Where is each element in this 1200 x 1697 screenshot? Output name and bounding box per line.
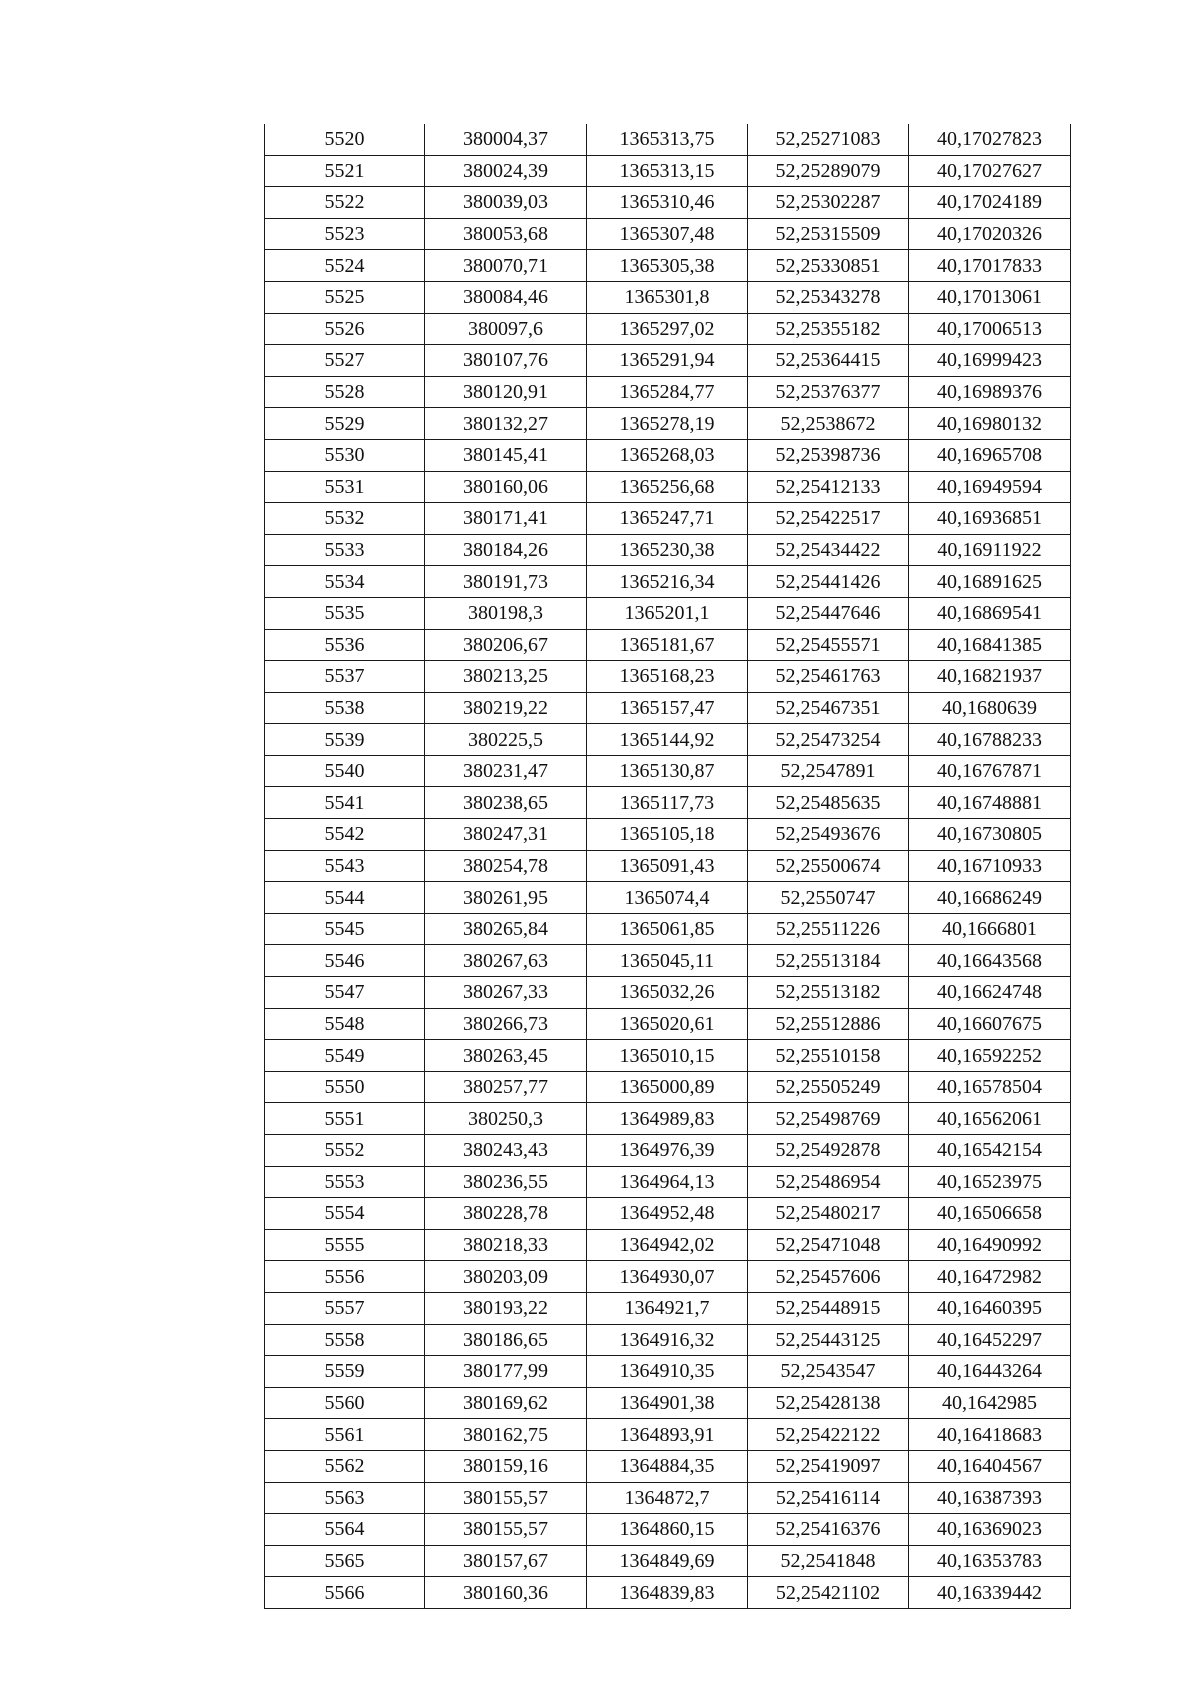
- point-number-cell: 5521: [265, 155, 425, 187]
- x-coordinate-cell: 380039,03: [425, 187, 587, 219]
- y-coordinate-cell: 1364952,48: [587, 1198, 748, 1230]
- point-number-cell: 5534: [265, 566, 425, 598]
- y-coordinate-cell: 1365091,43: [587, 850, 748, 882]
- x-coordinate-cell: 380084,46: [425, 281, 587, 313]
- longitude-cell: 40,17017833: [909, 250, 1071, 282]
- point-number-cell: 5541: [265, 787, 425, 819]
- point-number-cell: 5532: [265, 503, 425, 535]
- point-number-cell: 5536: [265, 629, 425, 661]
- y-coordinate-cell: 1364901,38: [587, 1387, 748, 1419]
- x-coordinate-cell: 380265,84: [425, 913, 587, 945]
- latitude-cell: 52,25355182: [748, 313, 909, 345]
- latitude-cell: 52,25330851: [748, 250, 909, 282]
- point-number-cell: 5564: [265, 1514, 425, 1546]
- y-coordinate-cell: 1365168,23: [587, 661, 748, 693]
- latitude-cell: 52,25289079: [748, 155, 909, 187]
- table-row: [265, 1071, 1071, 1103]
- x-coordinate-cell: 380203,09: [425, 1261, 587, 1293]
- y-coordinate-cell: 1365157,47: [587, 692, 748, 724]
- y-coordinate-cell: 1364976,39: [587, 1135, 748, 1167]
- point-number-cell: 5522: [265, 187, 425, 219]
- table-row: [265, 471, 1071, 503]
- longitude-cell: 40,16353783: [909, 1545, 1071, 1577]
- table-row: [265, 661, 1071, 693]
- table-row: [265, 1419, 1071, 1451]
- y-coordinate-cell: 1364989,83: [587, 1103, 748, 1135]
- x-coordinate-cell: 380107,76: [425, 345, 587, 377]
- table-row: [265, 882, 1071, 914]
- table-row: [265, 250, 1071, 282]
- y-coordinate-cell: 1364930,07: [587, 1261, 748, 1293]
- point-number-cell: 5563: [265, 1482, 425, 1514]
- y-coordinate-cell: 1364872,7: [587, 1482, 748, 1514]
- latitude-cell: 52,25457606: [748, 1261, 909, 1293]
- longitude-cell: 40,16562061: [909, 1103, 1071, 1135]
- coordinates-table-body: [265, 124, 1071, 1608]
- x-coordinate-cell: 380169,62: [425, 1387, 587, 1419]
- latitude-cell: 52,25419097: [748, 1450, 909, 1482]
- longitude-cell: 40,1666801: [909, 913, 1071, 945]
- table-row: [265, 1450, 1071, 1482]
- table-row: [265, 1292, 1071, 1324]
- point-number-cell: 5538: [265, 692, 425, 724]
- x-coordinate-cell: 380120,91: [425, 376, 587, 408]
- table-row: [265, 281, 1071, 313]
- y-coordinate-cell: 1365144,92: [587, 724, 748, 756]
- longitude-cell: 40,17027823: [909, 124, 1071, 155]
- latitude-cell: 52,25471048: [748, 1229, 909, 1261]
- point-number-cell: 5525: [265, 281, 425, 313]
- x-coordinate-cell: 380177,99: [425, 1356, 587, 1388]
- table-row: [265, 597, 1071, 629]
- coordinates-table: [264, 124, 1071, 1609]
- longitude-cell: 40,16891625: [909, 566, 1071, 598]
- longitude-cell: 40,16748881: [909, 787, 1071, 819]
- longitude-cell: 40,17027627: [909, 155, 1071, 187]
- point-number-cell: 5530: [265, 439, 425, 471]
- point-number-cell: 5546: [265, 945, 425, 977]
- latitude-cell: 52,25493676: [748, 819, 909, 851]
- y-coordinate-cell: 1364893,91: [587, 1419, 748, 1451]
- point-number-cell: 5552: [265, 1135, 425, 1167]
- x-coordinate-cell: 380250,3: [425, 1103, 587, 1135]
- table-row: [265, 1229, 1071, 1261]
- point-number-cell: 5520: [265, 124, 425, 155]
- table-row: [265, 124, 1071, 155]
- y-coordinate-cell: 1365020,61: [587, 1008, 748, 1040]
- x-coordinate-cell: 380267,63: [425, 945, 587, 977]
- point-number-cell: 5545: [265, 913, 425, 945]
- longitude-cell: 40,16936851: [909, 503, 1071, 535]
- y-coordinate-cell: 1365256,68: [587, 471, 748, 503]
- x-coordinate-cell: 380097,6: [425, 313, 587, 345]
- longitude-cell: 40,16624748: [909, 977, 1071, 1009]
- longitude-cell: 40,17013061: [909, 281, 1071, 313]
- latitude-cell: 52,25434422: [748, 534, 909, 566]
- x-coordinate-cell: 380206,67: [425, 629, 587, 661]
- y-coordinate-cell: 1365313,15: [587, 155, 748, 187]
- x-coordinate-cell: 380267,33: [425, 977, 587, 1009]
- y-coordinate-cell: 1365105,18: [587, 819, 748, 851]
- y-coordinate-cell: 1364916,32: [587, 1324, 748, 1356]
- latitude-cell: 52,2543547: [748, 1356, 909, 1388]
- x-coordinate-cell: 380159,16: [425, 1450, 587, 1482]
- latitude-cell: 52,25416114: [748, 1482, 909, 1514]
- point-number-cell: 5526: [265, 313, 425, 345]
- y-coordinate-cell: 1365284,77: [587, 376, 748, 408]
- latitude-cell: 52,25500674: [748, 850, 909, 882]
- table-row: [265, 1166, 1071, 1198]
- point-number-cell: 5557: [265, 1292, 425, 1324]
- y-coordinate-cell: 1364849,69: [587, 1545, 748, 1577]
- y-coordinate-cell: 1365297,02: [587, 313, 748, 345]
- latitude-cell: 52,25512886: [748, 1008, 909, 1040]
- longitude-cell: 40,16339442: [909, 1577, 1071, 1609]
- x-coordinate-cell: 380004,37: [425, 124, 587, 155]
- y-coordinate-cell: 1365307,48: [587, 218, 748, 250]
- point-number-cell: 5533: [265, 534, 425, 566]
- point-number-cell: 5565: [265, 1545, 425, 1577]
- table-row: [265, 503, 1071, 535]
- latitude-cell: 52,25461763: [748, 661, 909, 693]
- point-number-cell: 5531: [265, 471, 425, 503]
- x-coordinate-cell: 380191,73: [425, 566, 587, 598]
- longitude-cell: 40,16980132: [909, 408, 1071, 440]
- table-row: [265, 313, 1071, 345]
- x-coordinate-cell: 380171,41: [425, 503, 587, 535]
- x-coordinate-cell: 380186,65: [425, 1324, 587, 1356]
- table-row: [265, 1387, 1071, 1419]
- latitude-cell: 52,25492878: [748, 1135, 909, 1167]
- longitude-cell: 40,16506658: [909, 1198, 1071, 1230]
- latitude-cell: 52,25422122: [748, 1419, 909, 1451]
- latitude-cell: 52,25455571: [748, 629, 909, 661]
- longitude-cell: 40,16999423: [909, 345, 1071, 377]
- table-row: [265, 1356, 1071, 1388]
- point-number-cell: 5561: [265, 1419, 425, 1451]
- latitude-cell: 52,25510158: [748, 1040, 909, 1072]
- table-row: [265, 218, 1071, 250]
- latitude-cell: 52,25315509: [748, 218, 909, 250]
- longitude-cell: 40,16387393: [909, 1482, 1071, 1514]
- x-coordinate-cell: 380263,45: [425, 1040, 587, 1072]
- longitude-cell: 40,16369023: [909, 1514, 1071, 1546]
- y-coordinate-cell: 1365045,11: [587, 945, 748, 977]
- latitude-cell: 52,25513184: [748, 945, 909, 977]
- latitude-cell: 52,25443125: [748, 1324, 909, 1356]
- table-row: [265, 155, 1071, 187]
- y-coordinate-cell: 1365278,19: [587, 408, 748, 440]
- latitude-cell: 52,25428138: [748, 1387, 909, 1419]
- table-row: [265, 1103, 1071, 1135]
- x-coordinate-cell: 380218,33: [425, 1229, 587, 1261]
- latitude-cell: 52,25398736: [748, 439, 909, 471]
- point-number-cell: 5540: [265, 755, 425, 787]
- longitude-cell: 40,16965708: [909, 439, 1071, 471]
- table-row: [265, 534, 1071, 566]
- latitude-cell: 52,25421102: [748, 1577, 909, 1609]
- table-row: [265, 819, 1071, 851]
- y-coordinate-cell: 1365201,1: [587, 597, 748, 629]
- point-number-cell: 5566: [265, 1577, 425, 1609]
- point-number-cell: 5523: [265, 218, 425, 250]
- x-coordinate-cell: 380238,65: [425, 787, 587, 819]
- longitude-cell: 40,16592252: [909, 1040, 1071, 1072]
- x-coordinate-cell: 380219,22: [425, 692, 587, 724]
- x-coordinate-cell: 380243,43: [425, 1135, 587, 1167]
- x-coordinate-cell: 380157,67: [425, 1545, 587, 1577]
- y-coordinate-cell: 1365216,34: [587, 566, 748, 598]
- point-number-cell: 5537: [265, 661, 425, 693]
- point-number-cell: 5554: [265, 1198, 425, 1230]
- longitude-cell: 40,16911922: [909, 534, 1071, 566]
- y-coordinate-cell: 1365310,46: [587, 187, 748, 219]
- table-row: [265, 1514, 1071, 1546]
- longitude-cell: 40,16460395: [909, 1292, 1071, 1324]
- longitude-cell: 40,17024189: [909, 187, 1071, 219]
- y-coordinate-cell: 1365061,85: [587, 913, 748, 945]
- point-number-cell: 5556: [265, 1261, 425, 1293]
- longitude-cell: 40,16686249: [909, 882, 1071, 914]
- y-coordinate-cell: 1365074,4: [587, 882, 748, 914]
- longitude-cell: 40,16989376: [909, 376, 1071, 408]
- table-row: [265, 376, 1071, 408]
- latitude-cell: 52,25447646: [748, 597, 909, 629]
- longitude-cell: 40,16404567: [909, 1450, 1071, 1482]
- latitude-cell: 52,2547891: [748, 755, 909, 787]
- table-row: [265, 977, 1071, 1009]
- latitude-cell: 52,25498769: [748, 1103, 909, 1135]
- latitude-cell: 52,25412133: [748, 471, 909, 503]
- x-coordinate-cell: 380213,25: [425, 661, 587, 693]
- table-row: [265, 1545, 1071, 1577]
- table-row: [265, 1008, 1071, 1040]
- longitude-cell: 40,16578504: [909, 1071, 1071, 1103]
- y-coordinate-cell: 1364839,83: [587, 1577, 748, 1609]
- latitude-cell: 52,25485635: [748, 787, 909, 819]
- y-coordinate-cell: 1365305,38: [587, 250, 748, 282]
- longitude-cell: 40,16841385: [909, 629, 1071, 661]
- longitude-cell: 40,16523975: [909, 1166, 1071, 1198]
- longitude-cell: 40,17006513: [909, 313, 1071, 345]
- point-number-cell: 5559: [265, 1356, 425, 1388]
- point-number-cell: 5543: [265, 850, 425, 882]
- latitude-cell: 52,25376377: [748, 376, 909, 408]
- x-coordinate-cell: 380162,75: [425, 1419, 587, 1451]
- point-number-cell: 5547: [265, 977, 425, 1009]
- latitude-cell: 52,25513182: [748, 977, 909, 1009]
- latitude-cell: 52,25486954: [748, 1166, 909, 1198]
- longitude-cell: 40,16710933: [909, 850, 1071, 882]
- longitude-cell: 40,16643568: [909, 945, 1071, 977]
- table-row: [265, 1324, 1071, 1356]
- latitude-cell: 52,25511226: [748, 913, 909, 945]
- longitude-cell: 40,1642985: [909, 1387, 1071, 1419]
- y-coordinate-cell: 1365130,87: [587, 755, 748, 787]
- x-coordinate-cell: 380155,57: [425, 1482, 587, 1514]
- table-row: [265, 1198, 1071, 1230]
- longitude-cell: 40,16472982: [909, 1261, 1071, 1293]
- point-number-cell: 5544: [265, 882, 425, 914]
- table-row: [265, 1135, 1071, 1167]
- x-coordinate-cell: 380261,95: [425, 882, 587, 914]
- table-row: [265, 1261, 1071, 1293]
- x-coordinate-cell: 380160,36: [425, 1577, 587, 1609]
- x-coordinate-cell: 380070,71: [425, 250, 587, 282]
- x-coordinate-cell: 380155,57: [425, 1514, 587, 1546]
- latitude-cell: 52,25480217: [748, 1198, 909, 1230]
- latitude-cell: 52,25505249: [748, 1071, 909, 1103]
- longitude-cell: 40,16949594: [909, 471, 1071, 503]
- x-coordinate-cell: 380236,55: [425, 1166, 587, 1198]
- table-row: [265, 408, 1071, 440]
- x-coordinate-cell: 380193,22: [425, 1292, 587, 1324]
- longitude-cell: 40,17020326: [909, 218, 1071, 250]
- y-coordinate-cell: 1364921,7: [587, 1292, 748, 1324]
- x-coordinate-cell: 380247,31: [425, 819, 587, 851]
- y-coordinate-cell: 1365313,75: [587, 124, 748, 155]
- latitude-cell: 52,25467351: [748, 692, 909, 724]
- x-coordinate-cell: 380145,41: [425, 439, 587, 471]
- latitude-cell: 52,25364415: [748, 345, 909, 377]
- y-coordinate-cell: 1365010,15: [587, 1040, 748, 1072]
- table-row: [265, 566, 1071, 598]
- point-number-cell: 5524: [265, 250, 425, 282]
- x-coordinate-cell: 380231,47: [425, 755, 587, 787]
- table-row: [265, 345, 1071, 377]
- y-coordinate-cell: 1364884,35: [587, 1450, 748, 1482]
- x-coordinate-cell: 380132,27: [425, 408, 587, 440]
- table-row: [265, 1040, 1071, 1072]
- table-row: [265, 439, 1071, 471]
- x-coordinate-cell: 380225,5: [425, 724, 587, 756]
- table-row: [265, 1577, 1071, 1609]
- x-coordinate-cell: 380266,73: [425, 1008, 587, 1040]
- y-coordinate-cell: 1365032,26: [587, 977, 748, 1009]
- longitude-cell: 40,16490992: [909, 1229, 1071, 1261]
- table-row: [265, 787, 1071, 819]
- x-coordinate-cell: 380257,77: [425, 1071, 587, 1103]
- x-coordinate-cell: 380053,68: [425, 218, 587, 250]
- point-number-cell: 5553: [265, 1166, 425, 1198]
- longitude-cell: 40,16730805: [909, 819, 1071, 851]
- table-row: [265, 692, 1071, 724]
- latitude-cell: 52,25441426: [748, 566, 909, 598]
- y-coordinate-cell: 1365301,8: [587, 281, 748, 313]
- longitude-cell: 40,16869541: [909, 597, 1071, 629]
- table-row: [265, 913, 1071, 945]
- latitude-cell: 52,25416376: [748, 1514, 909, 1546]
- y-coordinate-cell: 1365117,73: [587, 787, 748, 819]
- longitude-cell: 40,16821937: [909, 661, 1071, 693]
- point-number-cell: 5555: [265, 1229, 425, 1261]
- longitude-cell: 40,16443264: [909, 1356, 1071, 1388]
- y-coordinate-cell: 1365268,03: [587, 439, 748, 471]
- point-number-cell: 5539: [265, 724, 425, 756]
- latitude-cell: 52,2541848: [748, 1545, 909, 1577]
- point-number-cell: 5551: [265, 1103, 425, 1135]
- y-coordinate-cell: 1365291,94: [587, 345, 748, 377]
- y-coordinate-cell: 1365247,71: [587, 503, 748, 535]
- point-number-cell: 5549: [265, 1040, 425, 1072]
- point-number-cell: 5527: [265, 345, 425, 377]
- table-row: [265, 945, 1071, 977]
- latitude-cell: 52,25473254: [748, 724, 909, 756]
- point-number-cell: 5548: [265, 1008, 425, 1040]
- point-number-cell: 5550: [265, 1071, 425, 1103]
- point-number-cell: 5558: [265, 1324, 425, 1356]
- table-row: [265, 629, 1071, 661]
- longitude-cell: 40,1680639: [909, 692, 1071, 724]
- x-coordinate-cell: 380228,78: [425, 1198, 587, 1230]
- table-row: [265, 1482, 1071, 1514]
- x-coordinate-cell: 380160,06: [425, 471, 587, 503]
- y-coordinate-cell: 1365230,38: [587, 534, 748, 566]
- x-coordinate-cell: 380198,3: [425, 597, 587, 629]
- latitude-cell: 52,25343278: [748, 281, 909, 313]
- longitude-cell: 40,16607675: [909, 1008, 1071, 1040]
- longitude-cell: 40,16452297: [909, 1324, 1071, 1356]
- longitude-cell: 40,16788233: [909, 724, 1071, 756]
- point-number-cell: 5562: [265, 1450, 425, 1482]
- y-coordinate-cell: 1365000,89: [587, 1071, 748, 1103]
- longitude-cell: 40,16767871: [909, 755, 1071, 787]
- longitude-cell: 40,16542154: [909, 1135, 1071, 1167]
- latitude-cell: 52,25302287: [748, 187, 909, 219]
- latitude-cell: 52,2538672: [748, 408, 909, 440]
- latitude-cell: 52,2550747: [748, 882, 909, 914]
- y-coordinate-cell: 1364942,02: [587, 1229, 748, 1261]
- y-coordinate-cell: 1364860,15: [587, 1514, 748, 1546]
- y-coordinate-cell: 1365181,67: [587, 629, 748, 661]
- latitude-cell: 52,25422517: [748, 503, 909, 535]
- x-coordinate-cell: 380024,39: [425, 155, 587, 187]
- latitude-cell: 52,25448915: [748, 1292, 909, 1324]
- table-row: [265, 724, 1071, 756]
- point-number-cell: 5560: [265, 1387, 425, 1419]
- point-number-cell: 5528: [265, 376, 425, 408]
- x-coordinate-cell: 380184,26: [425, 534, 587, 566]
- latitude-cell: 52,25271083: [748, 124, 909, 155]
- table-row: [265, 187, 1071, 219]
- point-number-cell: 5535: [265, 597, 425, 629]
- table-row: [265, 850, 1071, 882]
- y-coordinate-cell: 1364910,35: [587, 1356, 748, 1388]
- table-row: [265, 755, 1071, 787]
- y-coordinate-cell: 1364964,13: [587, 1166, 748, 1198]
- longitude-cell: 40,16418683: [909, 1419, 1071, 1451]
- point-number-cell: 5542: [265, 819, 425, 851]
- point-number-cell: 5529: [265, 408, 425, 440]
- x-coordinate-cell: 380254,78: [425, 850, 587, 882]
